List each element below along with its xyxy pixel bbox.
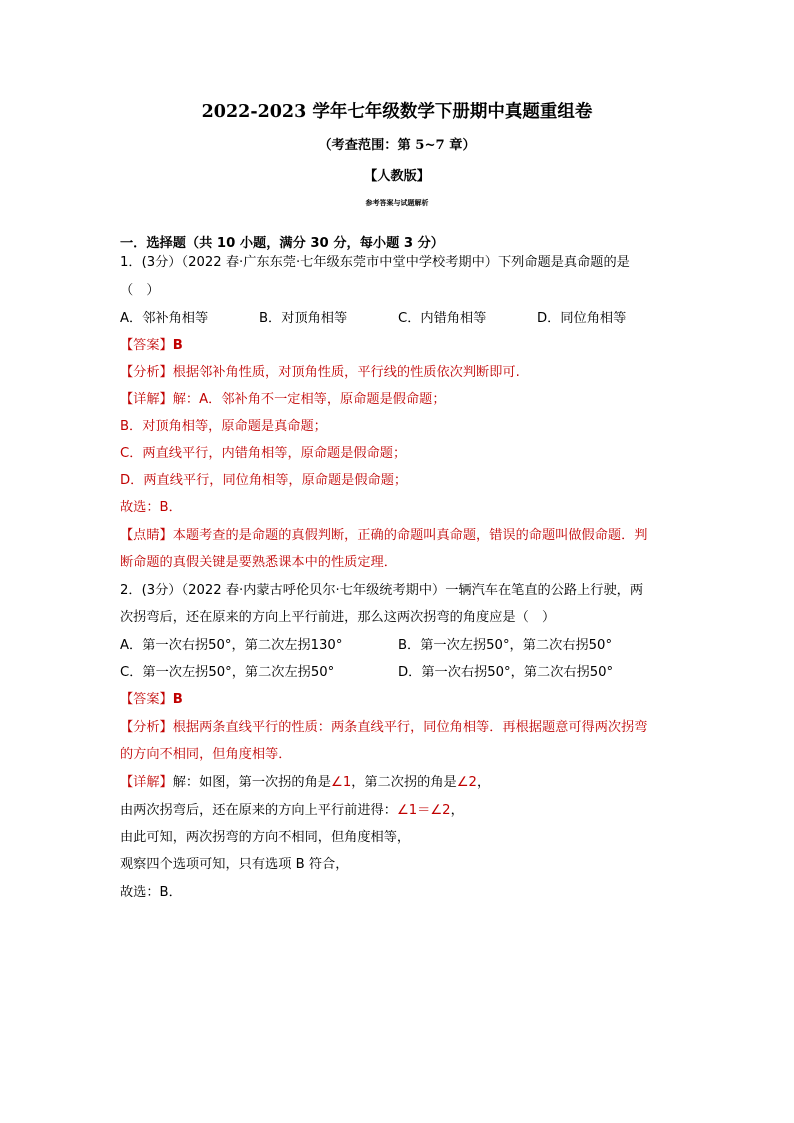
section-heading: 一．选择题（共 10 小题，满分 30 分，每小题 3 分） [120, 236, 444, 251]
q2-answer [120, 691, 183, 709]
detail-text: ， [450, 803, 464, 818]
answer-value: B [172, 338, 183, 353]
analysis-tag: 【分析】 [120, 365, 173, 380]
q2-conclusion: 故选：B． [120, 885, 182, 900]
q1-detail-line2: B．对顶角相等，原命题是真命题； [120, 419, 327, 434]
q2-analysis-line1 [120, 719, 648, 737]
comment-tag: 【点睛】 [120, 528, 173, 543]
q1-stem-line1: 1．(3分）（2022 春·广东东莞·七年级东莞市中堂中学校考期中）下列命题是真命题的是 [120, 255, 630, 270]
q2-detail-line4: 观察四个选项可知，只有选项 B 符合， [120, 857, 349, 872]
q2-option-a: A．第一次右拐50°，第二次左拐130° [120, 638, 343, 653]
answer-tag: 【答案】 [120, 692, 173, 707]
comment-text: 本题考查的是命题的真假判断，正确的命题叫真命题，错误的命题叫做假命题．判 [172, 528, 648, 543]
q1-option-a: A．邻补角相等 [120, 311, 209, 326]
q1-option-c: C．内错角相等 [398, 311, 487, 326]
q2-detail-line1 [120, 774, 490, 792]
detail-text: 解：A．邻补角不一定相等，原命题是假命题； [172, 392, 446, 407]
q1-answer [120, 337, 183, 355]
answer-note: 参考答案与试题解析 [365, 199, 429, 207]
q1-comment-line1 [120, 527, 648, 545]
analysis-text: 根据两条直线平行的性质：两条直线平行，同位角相等．再根据题意可得两次拐弯 [172, 720, 648, 735]
q1-detail-line1 [120, 391, 446, 409]
angle-2: ∠2 [456, 775, 477, 790]
q2-detail-line3: 由此可知，两次拐弯的方向不相同，但角度相等， [120, 830, 411, 845]
q2-option-c: C．第一次左拐50°，第二次左拐50° [120, 665, 335, 680]
page-subtitle: （考查范围：第 5~7 章） [318, 138, 476, 153]
page-title: 2022-2023 学年七年级数学下册期中真题重组卷 [201, 102, 593, 122]
q1-conclusion: 故选：B． [120, 500, 182, 515]
q1-analysis [120, 364, 520, 382]
detail-tag: 【详解】 [120, 775, 173, 790]
detail-text: 由两次拐弯后，还在原来的方向上平行前进得： [120, 803, 397, 818]
detail-text: ，第二次拐的角是 [351, 775, 457, 790]
edition-label: 【人教版】 [364, 169, 430, 184]
detail-text: ， [476, 775, 491, 790]
detail-tag: 【详解】 [120, 392, 173, 407]
answer-tag: 【答案】 [120, 338, 173, 353]
q1-detail-line4: D．两直线平行，同位角相等，原命题是假命题； [120, 473, 408, 488]
q1-option-d: D．同位角相等 [537, 311, 627, 326]
q2-stem-line1: 2．(3分）（2022 春·内蒙古呼伦贝尔·七年级统考期中）一辆汽车在笔直的公路上行驶，两 [120, 583, 644, 598]
q2-option-d: D．第一次右拐50°，第二次右拐50° [398, 665, 614, 680]
detail-text: 解：如图，第一次拐的角是 [172, 775, 331, 790]
angle-1: ∠1 [331, 775, 352, 790]
q2-detail-line2 [120, 802, 464, 820]
q1-stem-line2: （ ） [120, 283, 160, 298]
analysis-text: 根据邻补角性质，对顶角性质，平行线的性质依次判断即可. [172, 365, 520, 380]
q2-stem-line2: 次拐弯后，还在原来的方向上平行前进，那么这两次拐弯的角度应是（ ） [120, 610, 556, 625]
q2-option-b: B．第一次左拐50°，第二次右拐50° [398, 638, 613, 653]
analysis-tag: 【分析】 [120, 720, 173, 735]
q1-option-b: B．对顶角相等 [259, 311, 348, 326]
q1-comment-line2: 断命题的真假关键是要熟悉课本中的性质定理． [120, 555, 397, 570]
answer-value: B [172, 692, 183, 707]
angle-equation: ∠1＝∠2 [396, 803, 451, 818]
q2-analysis-line2: 的方向不相同，但角度相等． [120, 747, 292, 762]
q1-detail-line3: C．两直线平行，内错角相等，原命题是假命题； [120, 446, 407, 461]
